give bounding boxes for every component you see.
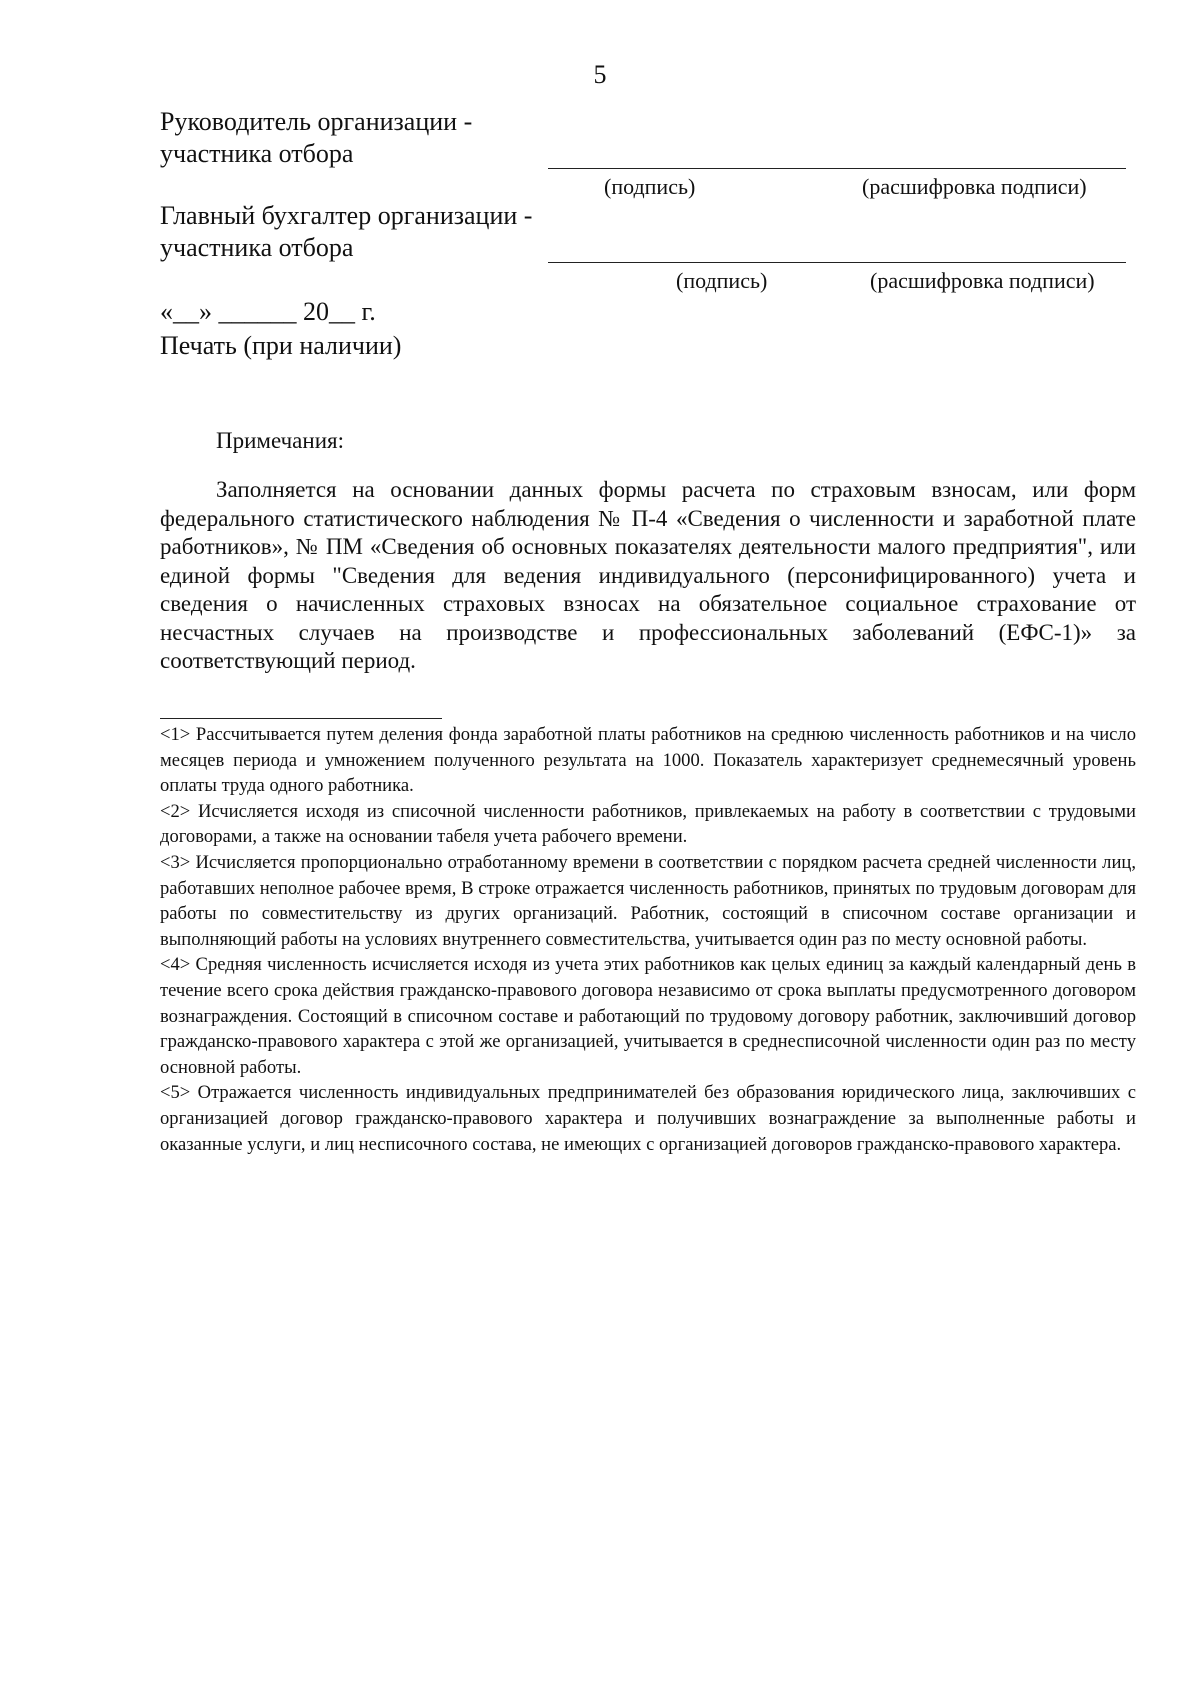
notes-heading: Примечания: (216, 428, 344, 453)
footnote-4: <4> Средняя численность исчисляется исходя из учета этих работников как целых единиц за каждый календарный день в течение всего срока действия гражданско-правового договора независимо от срока выплаты предусмотренного договором вознаграждения. Состоящий в списочном составе и работающий по трудовому договору работник, заключивший договор гражданско-правового характера с этой же организацией, учитывается в среднесписочной численности один раз по месту основной работы. (160, 954, 1136, 1078)
notes-body: Заполняется на основании данных формы расчета по страховым взносам, или форм федерального статистического наблюдения № П-4 «Сведения о численности и заработной плате работников», № ПМ «Сведения об основных показателях деятельности малого предприятия", или единой формы "Сведения для ведения индивидуального (персонифицированного) учета и сведения о начисленных страховых взносах на обязательное социальное страхование от несчастных случаев на производстве и профессиональных заболеваний (ЕФС-1)» за соответствующий период. (160, 477, 1136, 673)
head-signature-line (548, 168, 1126, 169)
accountant-signature-caption: (подпись) (676, 268, 768, 293)
head-title-line1: Руководитель организации - (160, 107, 473, 136)
head-signature-caption: (подпись) (604, 174, 696, 199)
footnote-5: <5> Отражается численность индивидуальных предпринимателей без образования юридического лица, заключивших с организацией договор гражданско-правового характера и получивших вознаграждение за выполненные работы и оказанные услуги, и лиц несписочного состава, не имеющих с организацией договоров гражданско-правового характера. (160, 1082, 1136, 1155)
accountant-title-line2: участника отбора (160, 233, 354, 262)
footnote-list (160, 722, 1136, 1157)
head-title-line2: участника отбора (160, 139, 354, 168)
accountant-signature-title (160, 200, 532, 264)
footnote-2: <2> Исчисляется исходя из списочной численности работников, привлекаемых на работу в соответствии с трудовыми договорами, а также на основании табеля учета рабочего времени. (160, 800, 1136, 848)
footnote-separator (160, 718, 442, 719)
accountant-signature-line (548, 262, 1126, 263)
head-decoding-caption: (расшифровка подписи) (862, 174, 1087, 199)
head-signature-title (160, 106, 472, 170)
footnote-3: <3> Исчисляется пропорционально отработанному времени в соответствии с порядком расчета средней численности лиц, работавших неполное рабочее время, В строке отражается численность работников, принятых по трудовым договорам для работы по совместительству из других организаций. Работник, состоящий в списочном составе организации и выполняющий работы на условиях внутреннего совместительства, учитывается один раз по месту основной работы. (160, 851, 1136, 950)
accountant-title-line1: Главный бухгалтер организации - (160, 201, 533, 230)
footnote-1: <1> Рассчитывается путем деления фонда заработной платы работников на среднюю численность работников и на число месяцев периода и умножением полученного результата на 1000. Показатель характеризует среднемесячный уровень оплаты труда одного работника. (160, 724, 1136, 797)
accountant-decoding-caption: (расшифровка подписи) (870, 268, 1095, 293)
date-line: «__» ______ 20__ г. (160, 297, 376, 326)
page-number: 5 (593, 60, 607, 89)
stamp-line: Печать (при наличии) (160, 331, 402, 360)
